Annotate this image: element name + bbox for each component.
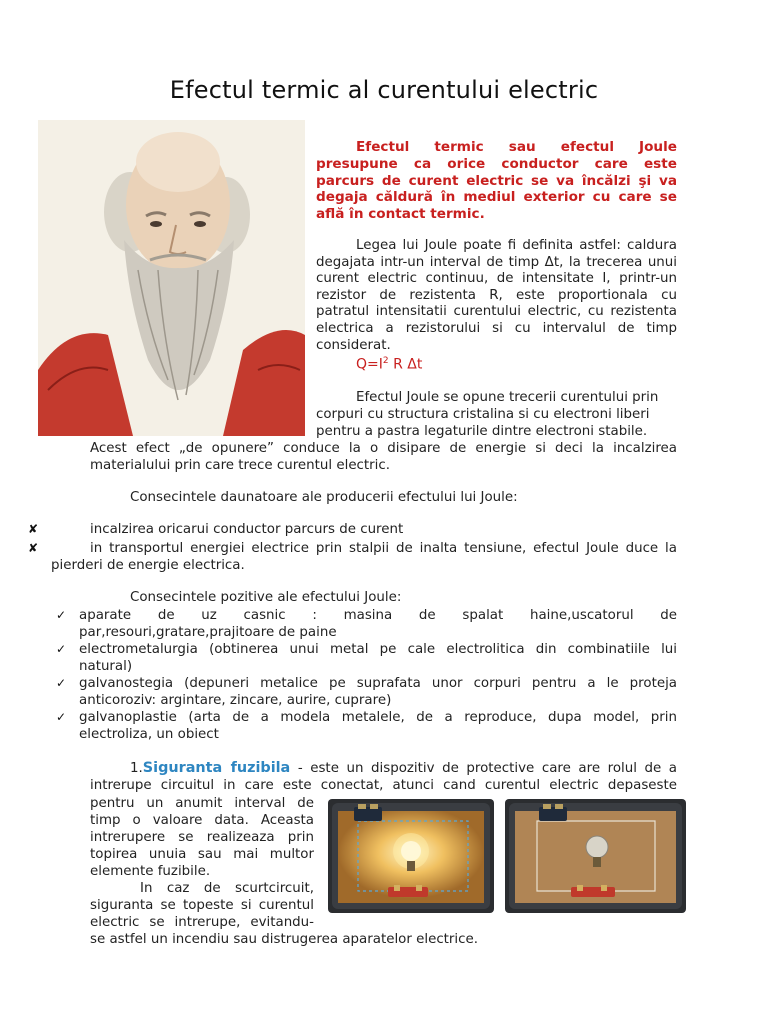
harmful-item-2-line-2: pierderi de energie electrica.	[51, 558, 245, 573]
fuse-line-1: - este un dispozitiv de protective care are rolul de a	[290, 761, 677, 776]
opposition-line-5: materialului prin care trece curentul electric.	[90, 458, 391, 473]
fuse-title: Siguranta fuzibila	[142, 760, 291, 776]
circuit-lit-bulb-image	[328, 799, 494, 913]
opposition-line-3: pentru a pastra legaturile dintre electroni stabile.	[316, 424, 648, 439]
fuse-number: 1.	[130, 761, 143, 776]
positive-item-4-line-1: galvanoplastie (arta de a modela metalele, de a reproduce, dupa model, prin	[79, 710, 677, 725]
joule-law-text: Legea lui Joule poate fi definita astfel: caldura degajata intr-un interval de timp Δt, la trecerea unui curent electric continuu, de intensitate I, printr-un rezistor de rezistenta R, este proportionala cu patratul intensitatii curentului electric, cu rezistenta electrica a rezistorului si cu intervalul de timp considerat.	[316, 238, 677, 353]
intro-text: Efectul termic sau efectul Joule presupune ca orice conductor care este parcurs de curent electric se va încălzi şi va degaja căldură în mediul exterior cu care se află în contact termic.	[316, 139, 677, 223]
harmful-item-2-line-1: in transportul energiei electrice prin stalpii de inalta tensiune, efectul Joule duce la	[90, 541, 677, 556]
positive-item-2-line-1: electrometalurgia (obtinerea unui metal pe cale electrolitica din combinatiile lui	[79, 642, 677, 657]
cross-mark-icon: ✘	[27, 522, 39, 536]
positive-item-4-line-2: electroliza, un obiect	[79, 727, 219, 742]
harmful-heading: Consecintele daunatoare ale producerii efectului lui Joule:	[130, 490, 518, 505]
joule-effect-definition	[316, 139, 677, 223]
positive-heading: Consecintele pozitive ale efectului Joule:	[130, 590, 402, 605]
positive-item-1-line-1: aparate de uz casnic : masina de spalat haine,uscatorul de	[79, 608, 677, 623]
positive-item-3-line-1: galvanostegia (depuneri metalice pe suprafata unor corpuri pentru a le proteja	[79, 676, 677, 691]
check-mark-icon: ✓	[55, 710, 67, 724]
check-mark-icon: ✓	[55, 642, 67, 656]
joule-portrait-image	[38, 120, 305, 436]
fuse-short-line-3: electric se intrerupe, evitandu-	[90, 915, 314, 930]
cross-mark-icon: ✘	[27, 541, 39, 555]
joule-law-paragraph	[316, 238, 677, 354]
fuse-narrow-line-1: pentru un anumit interval de	[90, 796, 314, 811]
opposition-line-4: Acest efect „de opunere” conduce la o disipare de energie si deci la incalzirea	[90, 441, 677, 456]
formula-exponent: 2	[382, 356, 389, 366]
opposition-line-2: corpuri cu structura cristalina si cu electroni liberi	[316, 407, 650, 422]
page-title: Efectul termic al curentului electric	[169, 76, 599, 104]
fuse-narrow-line-2: timp o valoare data. Aceasta	[90, 813, 314, 828]
fuse-line-2: intrerupe circuitul in care este conectat, atunci cand curentul electric depaseste	[90, 778, 677, 793]
fuse-narrow-line-4: topirea unuia sau mai multor	[90, 847, 314, 862]
check-mark-icon: ✓	[55, 608, 67, 622]
fuse-narrow-line-3: intrerupere se realizeaza prin	[90, 830, 314, 845]
fuse-short-line-2: siguranta se topeste si curentul	[90, 898, 314, 913]
formula-right: R Δt	[393, 356, 423, 373]
circuit-blown-fuse-image	[505, 799, 686, 913]
positive-item-1-line-2: par,resouri,gratare,prajitoare de paine	[79, 625, 337, 640]
harmful-item-1: incalzirea oricarui conductor parcurs de curent	[90, 522, 404, 537]
fuse-last-line: se astfel un incendiu sau distrugerea aparatelor electrice.	[90, 932, 479, 947]
fuse-heading-line	[130, 760, 677, 777]
positive-item-2-line-2: natural)	[79, 659, 133, 674]
joule-formula	[356, 356, 422, 373]
fuse-narrow-line-5: elemente fuzibile.	[90, 864, 211, 879]
check-mark-icon: ✓	[55, 676, 67, 690]
fuse-short-line-1: In caz de scurtcircuit,	[140, 881, 314, 896]
positive-item-3-line-2: anticoroziv: argintare, zincare, aurire, cuprare)	[79, 693, 392, 708]
formula-left: Q=I	[356, 356, 383, 373]
opposition-line-1: Efectul Joule se opune trecerii curentului prin	[356, 390, 659, 405]
